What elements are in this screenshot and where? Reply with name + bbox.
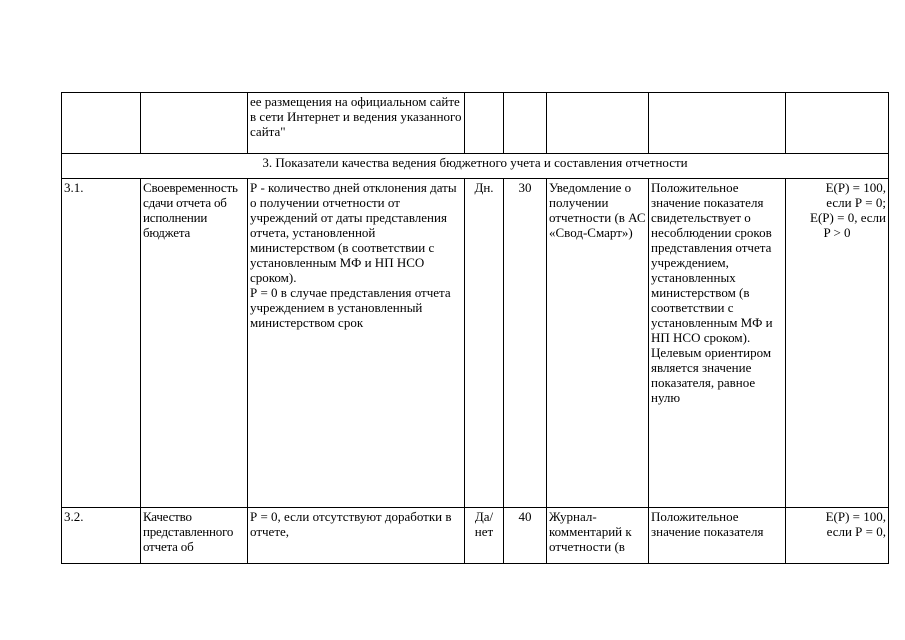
formula-line-2: если Р = 0, xyxy=(826,524,886,539)
cell-name: Своевременность сдачи отчета об исполнении бюджета xyxy=(141,179,248,508)
cell-source: Журнал-комментарий к отчетности (в xyxy=(547,508,649,564)
cell-formula xyxy=(786,179,889,508)
formula-line-1: E(P) = 100, xyxy=(825,180,886,195)
cell-comment: Положительное значение показателя xyxy=(649,508,786,564)
cell-num: 3.2. xyxy=(62,508,141,564)
cell-unit xyxy=(465,93,504,154)
cell-weight: 40 xyxy=(504,508,547,564)
formula-line-1: E(P) = 100, xyxy=(825,509,886,524)
cell-num xyxy=(62,93,141,154)
table-row xyxy=(62,508,889,564)
cell-source: Уведомление о получении отчетности (в АС «Свод-Смарт») xyxy=(547,179,649,508)
cell-formula xyxy=(786,508,889,564)
indicators-table xyxy=(61,92,889,564)
cell-unit: Дн. xyxy=(465,179,504,508)
cell-calc: ее размещения на официальном сайте в сети Интернет и ведения указанного сайта" xyxy=(248,93,465,154)
cell-weight xyxy=(504,93,547,154)
cell-weight: 30 xyxy=(504,179,547,508)
cell-comment xyxy=(649,93,786,154)
cell-calc xyxy=(248,179,465,508)
section-header-row xyxy=(62,154,889,179)
cell-source xyxy=(547,93,649,154)
cell-name: Качество представленного отчета об xyxy=(141,508,248,564)
formula-line-3: E(P) = 0, если xyxy=(810,210,886,225)
table-row-continued xyxy=(62,93,889,154)
formula-line-2: если Р = 0; xyxy=(826,195,886,210)
cell-unit: Да/нет xyxy=(465,508,504,564)
cell-comment: Положительное значение показателя свидетельствует о несоблюдении сроков представления отчета учреждением, установленных министерством (в соответствии с установленным МФ и НП НСО сроком). Целевым ориентиром является значение показателя, равное нулю xyxy=(649,179,786,508)
section-title: 3. Показатели качества ведения бюджетного учета и составления отчетности xyxy=(62,154,889,179)
cell-formula xyxy=(786,93,889,154)
cell-calc: Р = 0, если отсутствуют доработки в отчете, xyxy=(248,508,465,564)
formula-line-4: P > 0 xyxy=(823,225,851,240)
table-row xyxy=(62,179,889,508)
cell-name xyxy=(141,93,248,154)
cell-num: 3.1. xyxy=(62,179,141,508)
calc-text: Р - количество дней отклонения даты о получении отчетности от учреждений от даты представления отчета, установленной министерством (в соответствии с установленным МФ и НП НСО сроком). Р = 0 в случае представления отчета учреждением в установленный министерством срок xyxy=(250,180,457,330)
